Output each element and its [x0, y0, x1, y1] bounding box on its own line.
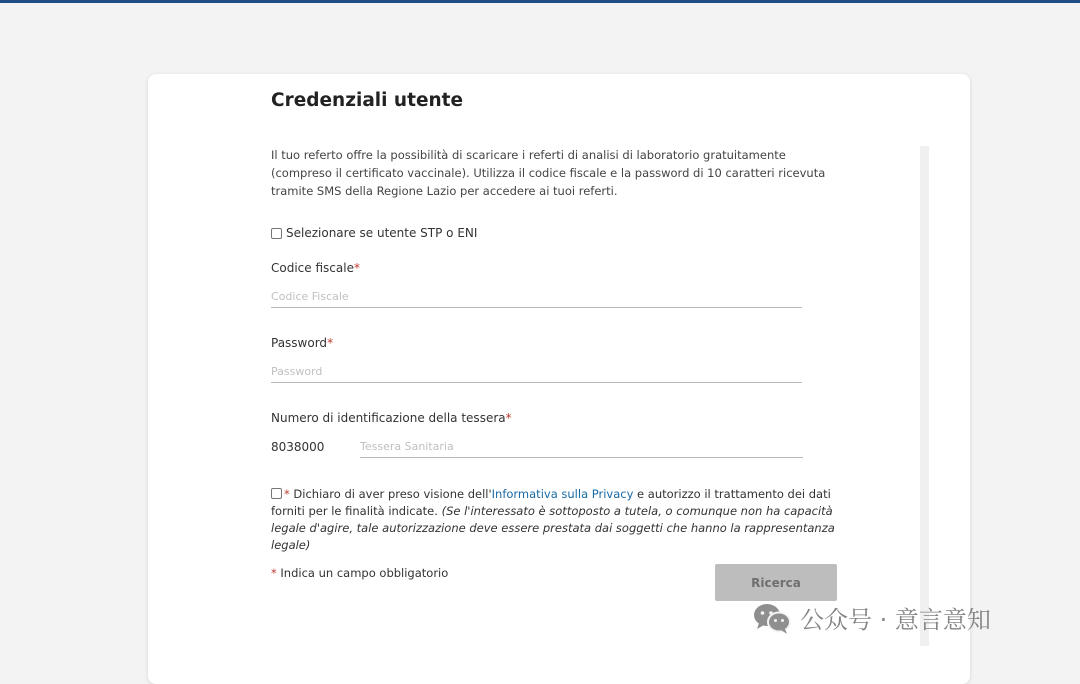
required-asterisk: * [271, 566, 277, 580]
privacy-consent-checkbox[interactable] [271, 488, 282, 499]
required-note-text: Indica un campo obbligatorio [276, 566, 449, 580]
required-asterisk: * [327, 336, 334, 350]
privacy-policy-link[interactable]: Informativa sulla Privacy [491, 487, 634, 501]
codice-fiscale-input[interactable] [271, 286, 802, 308]
scrollbar-track[interactable] [920, 146, 929, 646]
stp-eni-label: Selezionare se utente STP o ENI [286, 226, 478, 240]
watermark-text: 公众号 · 意言意知 [800, 606, 991, 634]
codice-fiscale-label-text: Codice fiscale [271, 261, 354, 275]
privacy-consent [271, 486, 841, 554]
page-title: Credenziali utente [271, 90, 464, 111]
tessera-label-text: Numero di identificazione della tessera [271, 411, 506, 425]
watermark [752, 600, 991, 635]
privacy-text-before: Dichiaro di aver preso visione dell' [289, 487, 492, 501]
top-accent-bar [0, 0, 1080, 3]
privacy-guardian-note: (Se l'interessato è sottoposto a tutela, o comunque non ha capacità legale d'agire, tale autorizzazione deve essere prestata dai soggetti che hanno la rappresentanza legale) [271, 504, 835, 552]
codice-fiscale-label [271, 261, 360, 275]
tessera-prefix: 8038000 [271, 440, 325, 454]
required-asterisk: * [353, 261, 360, 275]
intro-text: Il tuo referto offre la possibilità di scaricare i referti di analisi di laboratorio gratuitamente (compreso il certificato vaccinale). Utilizza il codice fiscale e la password di 10 caratteri ricevuta tramite SMS della Regione Lazio per accedere ai tuoi referti. [271, 148, 826, 198]
ricerca-button[interactable]: Ricerca [715, 564, 837, 601]
tessera-label [271, 411, 512, 425]
password-label [271, 336, 333, 350]
required-field-note [271, 566, 448, 580]
stp-eni-checkbox[interactable] [271, 228, 282, 239]
wechat-icon [752, 601, 792, 635]
password-input[interactable] [271, 361, 802, 383]
tessera-input[interactable] [360, 436, 803, 458]
password-label-text: Password [271, 336, 328, 350]
stp-eni-option[interactable] [271, 226, 477, 240]
required-asterisk: * [284, 487, 290, 501]
privacy-text-after: e autorizzo il trattamento dei dati forniti per le finalità indicate. [271, 487, 831, 518]
required-asterisk: * [505, 411, 512, 425]
